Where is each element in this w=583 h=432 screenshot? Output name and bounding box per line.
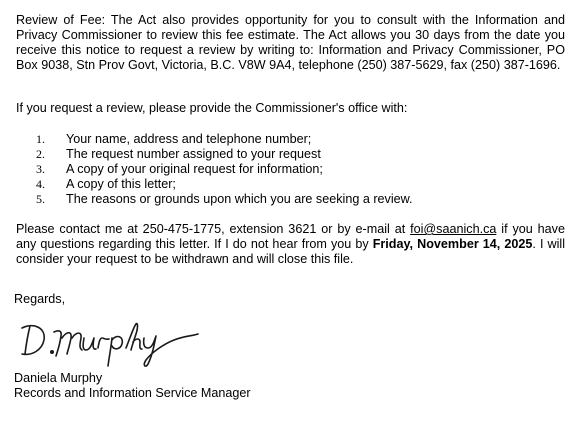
list-number: 3. [36, 162, 45, 176]
email-link[interactable]: foi@saanich.ca [410, 222, 497, 236]
list-number: 2. [36, 147, 45, 161]
deadline-date: Friday, November 14, 2025 [372, 237, 533, 251]
closing: Regards, [14, 292, 66, 306]
requirements-list [16, 132, 565, 207]
list-text: The request number assigned to your request [66, 147, 321, 161]
contact-text-3: . I will consider your request to be withdrawn and will close this file. [16, 237, 565, 266]
list-item [16, 177, 565, 192]
list-item [16, 132, 565, 147]
contact-text-1: Please contact me at 250-475-1775, extension 3621 or by e-mail at [16, 222, 411, 236]
signer-title: Records and Information Service Manager [14, 386, 251, 400]
review-intro: If you request a review, please provide the Commissioner's office with: [16, 101, 408, 115]
contact-paragraph [16, 222, 565, 267]
signer-name: Daniela Murphy [14, 371, 103, 385]
list-item [16, 192, 565, 207]
fee-review-paragraph: Review of Fee: The Act also provides opportunity for you to consult with the Information and Privacy Commissioner to review this fee estimate. The Act allows you 30 days from the date you receive this notice to request a review by writing to: Information and Privacy Commissioner, PO Box 9038, Stn Prov Govt, Victoria, B.C. V8W 9A4, telephone (250) 387-5629, fax (250) 387-1696. [16, 13, 565, 72]
list-number: 5. [36, 192, 45, 206]
list-number: 4. [36, 177, 45, 191]
list-number: 1. [36, 132, 45, 146]
list-item [16, 147, 565, 162]
contact-text-2: if you have any questions regarding this letter. If I do not hear from you by [16, 222, 565, 251]
list-text: A copy of your original request for information; [66, 162, 323, 176]
list-text: A copy of this letter; [66, 177, 176, 191]
list-item [16, 162, 565, 177]
list-text: The reasons or grounds upon which you are seeking a review. [66, 192, 413, 206]
list-text: Your name, address and telephone number; [66, 132, 312, 146]
signature-image [16, 318, 206, 368]
